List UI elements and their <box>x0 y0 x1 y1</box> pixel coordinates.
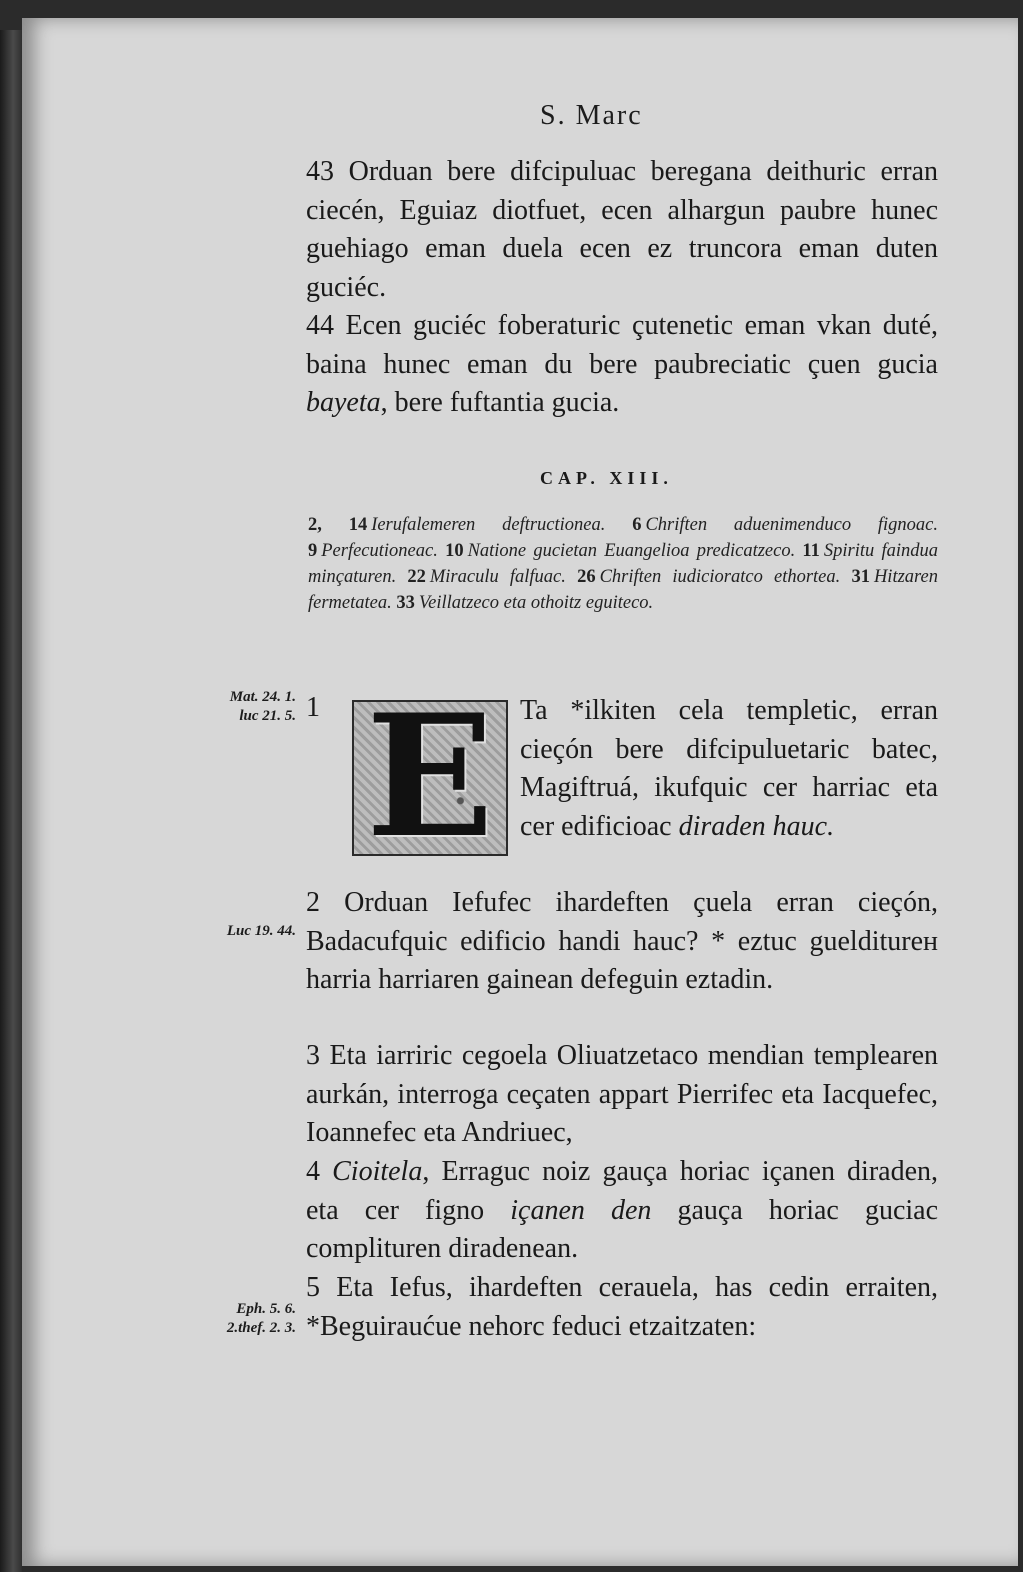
verse-4 <box>306 1153 938 1269</box>
italic-text: bayeta <box>306 387 381 419</box>
verse-text: , Erraguc noiz gauça horiac içanen diraden, eta cer figno <box>306 1156 939 1226</box>
summary-text: Chriften aduenimenduco fignoac. <box>645 515 938 535</box>
summary-text: Hitzaren fermetatea. <box>308 567 939 613</box>
summary-verse-number: 9 <box>308 541 318 561</box>
verse-43 <box>306 153 938 307</box>
verse-2 <box>306 884 938 1000</box>
summary-verse-number: 33 <box>396 593 415 613</box>
summary-verse-number: 26 <box>577 567 596 587</box>
summary-verse-number: 31 <box>851 567 870 587</box>
verse-1 <box>520 692 938 846</box>
italic-text: içanen den <box>510 1194 652 1226</box>
verse-text: , bere fuftantia gucia. <box>380 387 620 419</box>
verse-44 <box>306 307 938 423</box>
summary-text: Spiritu faindua minçaturen. <box>308 541 938 587</box>
margin-ref-line: Mat. 24. 1. <box>229 689 296 705</box>
running-header: S. Marc <box>540 100 643 131</box>
chapter-heading: CAP. XIII. <box>540 468 673 488</box>
summary-text: Natione gucietan Euangelioa predicatzeco. <box>467 541 803 561</box>
summary-text: Chriften iudicioratco ethortea. <box>599 567 852 587</box>
summary-verse-number: 10 <box>445 541 464 561</box>
summary-verse-number: 2, 14 <box>308 515 368 535</box>
margin-ref-line: luc 21. 5. <box>239 708 296 724</box>
verse-text: 2 Orduan Iefufec ihardeften çuela erran cieçón, Badacufquic edificio handi hauc? * eztuc guelditurен harria harriaren gainean defeguin eztadin. <box>306 887 938 996</box>
margin-ref-line: Eph. 5. 6. <box>236 1301 296 1317</box>
initial-letter: E <box>365 677 495 875</box>
summary-verse-number: 22 <box>407 567 426 587</box>
chapter-summary <box>308 512 938 616</box>
verse-text: 44 Ecen guciéc foberaturic çutenetic eman vkan duté, baina hunec eman du bere paubreciatic çuen gucia <box>306 310 938 380</box>
verse-text: 5 Eta Iefus, ihardeften cerauela, has cedin erraiten, *Beguiraućue nehorc feduci etzaitzaten: <box>306 1272 938 1342</box>
summary-text: Miraculu falfuac. <box>429 567 578 587</box>
verse-1-number: 1 <box>306 692 320 723</box>
verse-3 <box>306 1037 938 1153</box>
verse-text: 43 Orduan bere difcipuluac beregana deithuric erran ciecén, Eguiaz diotfuet, ecen alhargun paubre hunec guehiago eman duela ecen ez truncora eman duten guciéc. <box>306 156 938 303</box>
verse-text: gauça horiac guciac complituren diradenean. <box>306 1194 939 1265</box>
margin-ref-line: Luc 19. 44. <box>226 923 296 939</box>
italic-text: Cioitela <box>332 1156 423 1187</box>
verse-text: 3 Eta iarriric cegoela Oliuatzetaco mendian templearen aurkán, interroga ceçaten appart Pierrifec eta Iacquefec, Ioannefec eta Andriuec, <box>306 1040 938 1149</box>
verse-text: Ta *ilkiten cela templetic, erran cieçón bere difcipuluetaric batec, Magiftruá, ikufquic cer harriac eta cer edificioac <box>520 695 938 842</box>
verse-5 <box>306 1269 938 1346</box>
margin-reference-mat-luc <box>172 688 296 726</box>
summary-verse-number: 11 <box>802 541 820 561</box>
summary-text: Ierufalemeren deftructionea. <box>371 515 633 535</box>
margin-ref-line: 2.thef. 2. 3. <box>226 1320 296 1336</box>
summary-text: Veillatzeco eta othoitz eguiteco. <box>418 593 654 613</box>
decorated-initial <box>352 677 508 875</box>
book-spine <box>0 30 22 1572</box>
verse-text: 4 <box>306 1156 333 1187</box>
summary-text: Perfecutioneac. <box>321 541 446 561</box>
margin-reference-eph-thes <box>172 1300 296 1338</box>
margin-reference-luc <box>172 922 296 941</box>
italic-text: diraden hauc. <box>678 810 835 842</box>
summary-verse-number: 6 <box>632 515 642 535</box>
